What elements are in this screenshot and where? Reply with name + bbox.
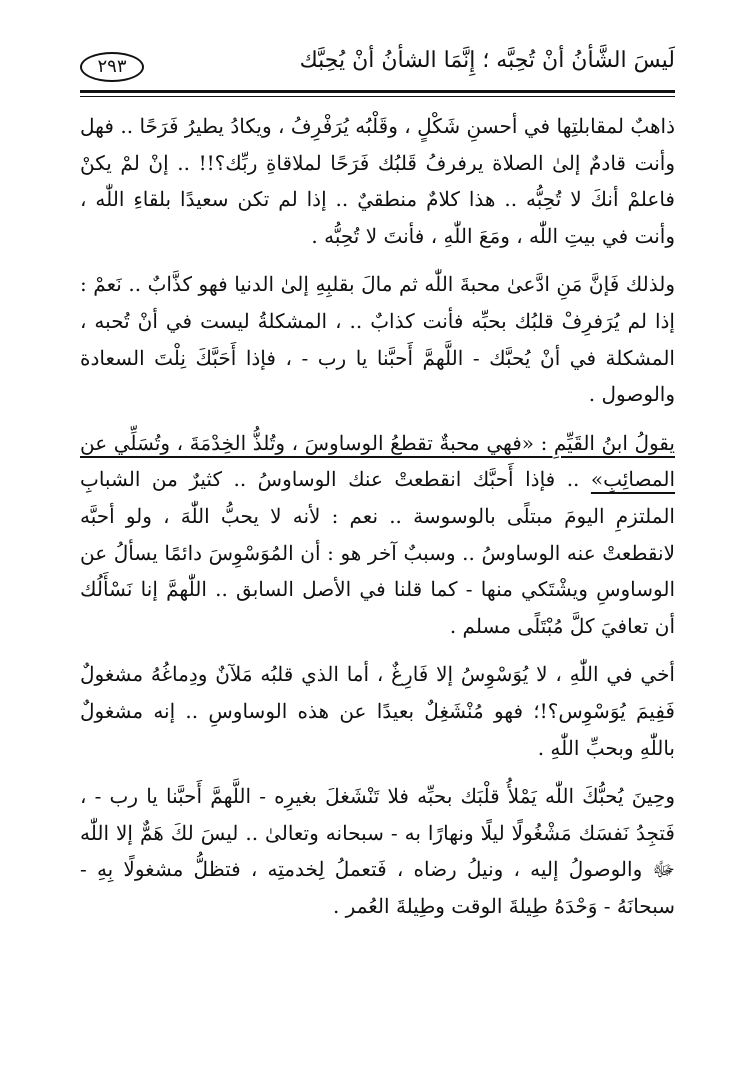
running-title: لَيسَ الشَّأنُ أنْ تُحِبَّه ؛ إِنَّمَا الشأنُ أنْ يُحِبَّك — [299, 48, 675, 73]
paragraph-1: ذاهبٌ لمقابلتِها في أحسنِ شَكْلٍ ، وقَلْبُه يُرَفْرِفُ ، ويكادُ يطيرُ فَرَحًا .. فهل وأنت قادمٌ إلىٰ الصلاة يرفرفُ قَلبُك فَرَحًا لملاقاةِ ربِّك؟!! .. إنْ لمْ يكنْ فاعلمْ أنكَ لا تُحِبُّه .. هذا كلامٌ منطقيٌ .. إذا لم تكن سعيدًا بلقاءِ اللّٰه ، وأنت في بيتِ اللّٰه ، ومَعَ اللّٰهِ ، فأنتَ لا تُحِبُّه . — [80, 114, 675, 248]
page-body — [80, 108, 675, 924]
header-rule-thick — [80, 90, 675, 93]
page-header — [80, 40, 675, 90]
paragraph-3 — [80, 425, 675, 645]
paragraph-3-text: .. فإذا أَحبَّك انقطعتْ عنك الوساوسُ .. كثيرٌ من الشبابِ الملتزمِ اليومَ مبتلًى بالوسوسة .. نعم : لأنه لا يحبُّ اللّٰهَ ، ولو أحبَّه لانقطعتْ عنه الوساوسُ .. وسببٌ آخر هو : أن المُوَسْوِسَ دائمًا يسألُ عن الوساوسِ ويشْتَكي منها - كما قلنا في الأصل السابق .. اللّٰهمَّ إنا نَسْأَلُك أن تعافيَ كلَّ مُبْتَلًى مسلم . — [80, 467, 675, 638]
paragraph-5: وحِينَ يُحبُّكَ اللّٰه يَمْلأُ قلْبَك بحبِّه فلا تَنْشَغلَ بغيرِه - اللَّهمَّ أَحبَّنا يا رب - ، فَتجِدُ نَفسَك مَشْغُولًا ليلًا ونهارًا به - سبحانه وتعالىٰ .. ليسَ لكَ هَمٌّ إلا اللّٰه ﷻ والوصولُ إليه ، ونيلُ رضاه ، فَتعملُ لِخدمتِه ، فتظلُّ مشغولًا بِهِ - سبحانَهُ - وَحْدَهُ طِيلةَ الوقت وطِيلةَ العُمر . — [80, 784, 675, 918]
page-number: ٢٩٣ — [80, 52, 144, 82]
header-rule-thin — [80, 96, 675, 97]
paragraph-4: أخي في اللّٰهِ ، لا يُوَسْوِسُ إلا فَارِغٌ ، أما الذي قلبُه مَلآنٌ ودِماغُهُ مشغولٌ فَفِيمَ يُوَسْوِس؟!؛ فهو مُنْشَغِلٌ بعيدًا عن هذه الوساوسِ .. إنه مشغولٌ باللّٰهِ وبحبِّ اللّٰهِ . — [80, 662, 675, 760]
ibn-qayyim-quote: يقولُ ابنُ القَيِّمِ : «فهي محبةٌ تقطعُ الوساوسَ ، وتُلذُّ الخِدْمَةَ ، وتُسَلِّي عن المصائِبِ» — [80, 430, 676, 492]
paragraph-2: ولذلك فَإنَّ مَنِ ادَّعىٰ محبةَ اللّٰه ثم مالَ بقلبِهِ إلىٰ الدنيا فهو كذَّابٌ .. نَعمْ : إذا لم يُرَفرِفْ قلبُك بحبِّه فأنت كذابٌ .. ، المشكلةُ ليست في أنْ تُحبه ، المشكلة في أنْ يُحبَّك - اللَّهمَّ أَحبَّنا يا رب - ، فإذا أَحَبَّكَ نِلْتَ السعادة والوصول . — [80, 272, 675, 407]
